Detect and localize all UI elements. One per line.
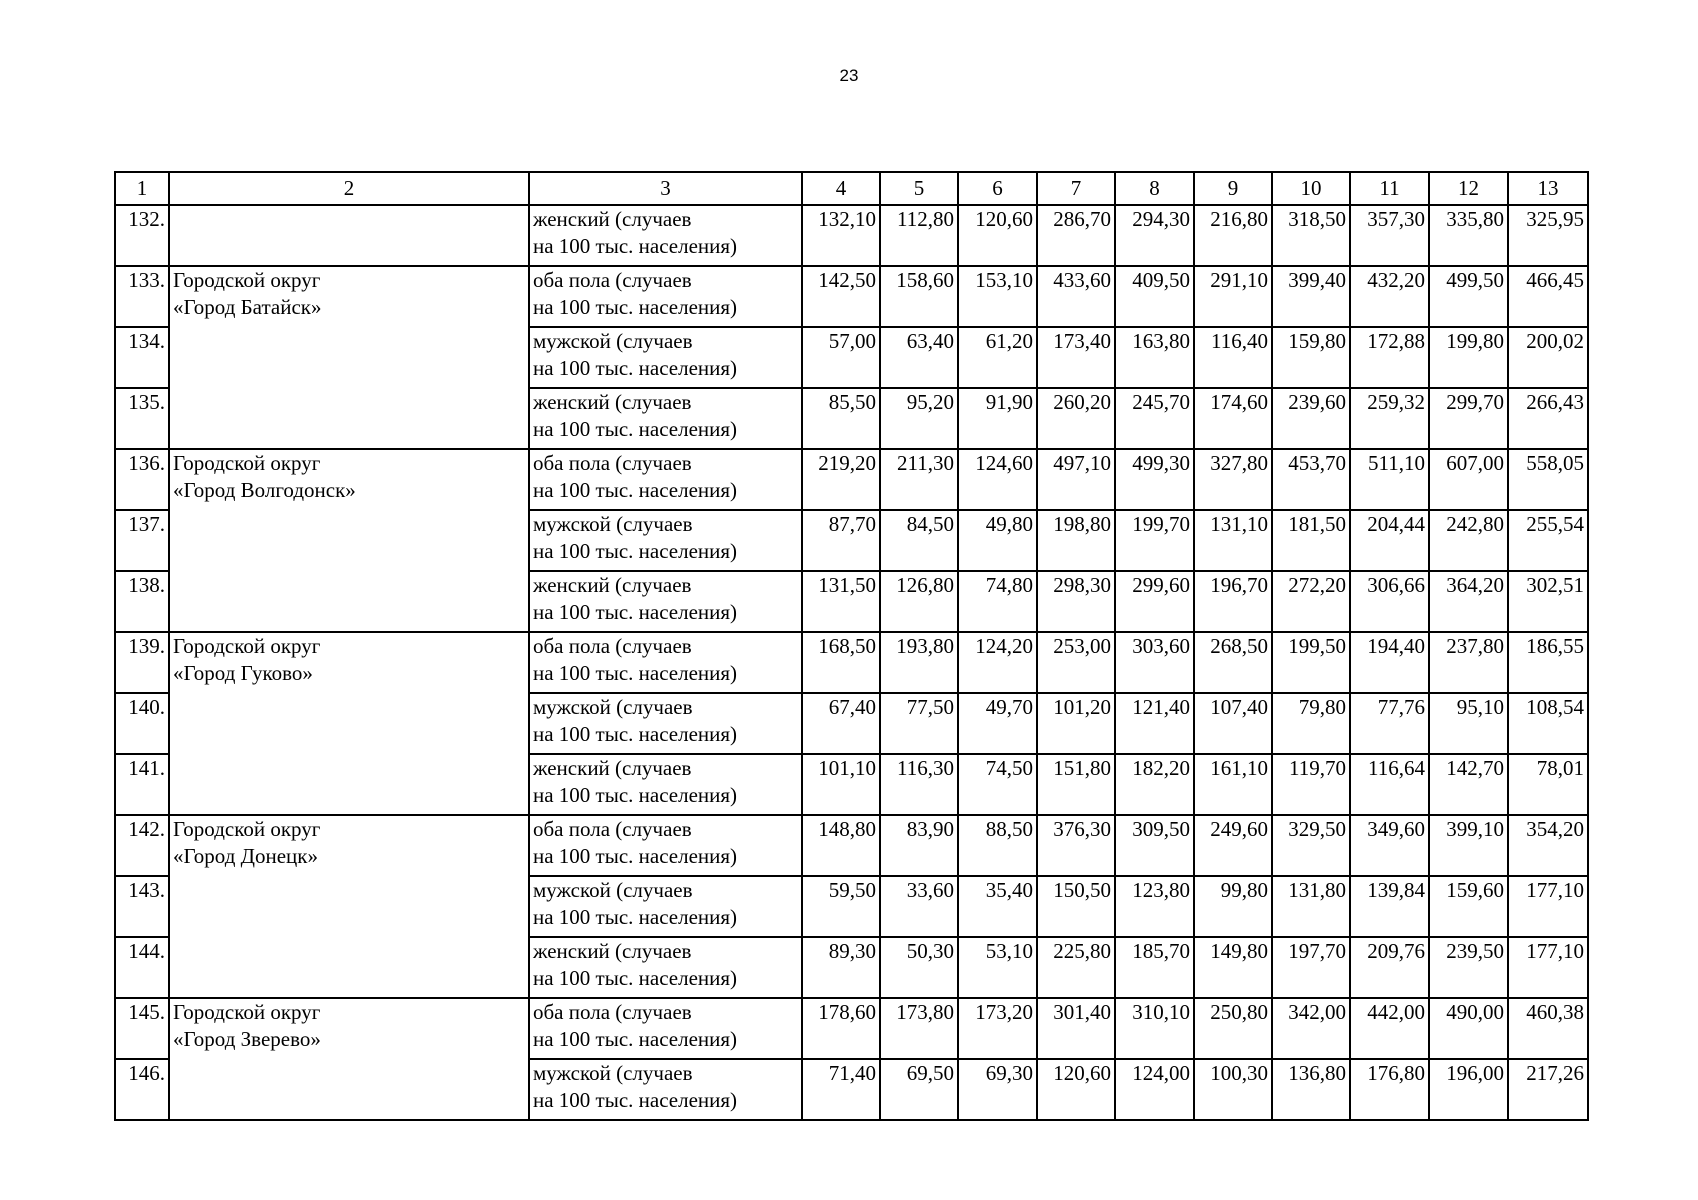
- value-cell: 286,70: [1037, 205, 1115, 266]
- value-cell: 159,80: [1272, 327, 1350, 388]
- district-cell: [169, 632, 529, 815]
- column-header: 5: [880, 172, 958, 205]
- value-cell: 298,30: [1037, 571, 1115, 632]
- table-row: [115, 205, 1588, 266]
- value-cell: 194,40: [1350, 632, 1429, 693]
- value-cell: 131,80: [1272, 876, 1350, 937]
- measure-label-line: мужской (случаев: [533, 512, 693, 536]
- value-cell: 607,00: [1429, 449, 1508, 510]
- measure-label-line: женский (случаев: [533, 939, 692, 963]
- value-cell: 83,90: [880, 815, 958, 876]
- measure-cell: [529, 937, 802, 998]
- value-cell: 182,20: [1115, 754, 1194, 815]
- row-number-cell: 146.: [115, 1059, 169, 1120]
- value-cell: 149,80: [1194, 937, 1272, 998]
- value-cell: 151,80: [1037, 754, 1115, 815]
- measure-cell: [529, 388, 802, 449]
- measure-label-line: на 100 тыс. населения): [533, 722, 738, 746]
- column-header: 8: [1115, 172, 1194, 205]
- measure-label-line: оба пола (случаев: [533, 1000, 692, 1024]
- value-cell: 53,10: [958, 937, 1037, 998]
- district-name-line: «Город Зверево»: [173, 1027, 321, 1051]
- value-cell: 63,40: [880, 327, 958, 388]
- value-cell: 69,50: [880, 1059, 958, 1120]
- value-cell: 310,10: [1115, 998, 1194, 1059]
- district-name-line: «Город Донецк»: [173, 844, 318, 868]
- value-cell: 237,80: [1429, 632, 1508, 693]
- row-number-cell: 140.: [115, 693, 169, 754]
- measure-cell: [529, 510, 802, 571]
- value-cell: 245,70: [1115, 388, 1194, 449]
- value-cell: 168,50: [802, 632, 880, 693]
- value-cell: 120,60: [958, 205, 1037, 266]
- value-cell: 217,26: [1508, 1059, 1588, 1120]
- value-cell: 173,20: [958, 998, 1037, 1059]
- value-cell: 242,80: [1429, 510, 1508, 571]
- row-number-cell: 135.: [115, 388, 169, 449]
- value-cell: 49,70: [958, 693, 1037, 754]
- column-header: 10: [1272, 172, 1350, 205]
- row-number-cell: 145.: [115, 998, 169, 1059]
- value-cell: 101,20: [1037, 693, 1115, 754]
- value-cell: 91,90: [958, 388, 1037, 449]
- value-cell: 272,20: [1272, 571, 1350, 632]
- value-cell: 116,40: [1194, 327, 1272, 388]
- value-cell: 107,40: [1194, 693, 1272, 754]
- value-cell: 249,60: [1194, 815, 1272, 876]
- column-header: 1: [115, 172, 169, 205]
- value-cell: 150,50: [1037, 876, 1115, 937]
- statistics-table: [114, 171, 1589, 1121]
- district-name-line: «Город Гуково»: [173, 661, 313, 685]
- value-cell: 142,70: [1429, 754, 1508, 815]
- value-cell: 77,50: [880, 693, 958, 754]
- value-cell: 119,70: [1272, 754, 1350, 815]
- value-cell: 59,50: [802, 876, 880, 937]
- measure-cell: [529, 449, 802, 510]
- value-cell: 132,10: [802, 205, 880, 266]
- value-cell: 123,80: [1115, 876, 1194, 937]
- value-cell: 460,38: [1508, 998, 1588, 1059]
- value-cell: 67,40: [802, 693, 880, 754]
- measure-label-line: на 100 тыс. населения): [533, 966, 738, 990]
- table-row: [115, 998, 1588, 1059]
- value-cell: 499,30: [1115, 449, 1194, 510]
- district-cell: [169, 205, 529, 266]
- measure-cell: [529, 266, 802, 327]
- row-number-cell: 143.: [115, 876, 169, 937]
- value-cell: 181,50: [1272, 510, 1350, 571]
- district-name-line: Городской округ: [173, 268, 321, 292]
- district-cell: [169, 266, 529, 449]
- measure-label-line: на 100 тыс. населения): [533, 295, 738, 319]
- row-number-cell: 132.: [115, 205, 169, 266]
- value-cell: 74,80: [958, 571, 1037, 632]
- value-cell: 497,10: [1037, 449, 1115, 510]
- measure-label-line: женский (случаев: [533, 573, 692, 597]
- value-cell: 329,50: [1272, 815, 1350, 876]
- value-cell: 71,40: [802, 1059, 880, 1120]
- value-cell: 199,70: [1115, 510, 1194, 571]
- value-cell: 299,60: [1115, 571, 1194, 632]
- value-cell: 376,30: [1037, 815, 1115, 876]
- measure-label-line: на 100 тыс. населения): [533, 783, 738, 807]
- measure-label-line: оба пола (случаев: [533, 451, 692, 475]
- value-cell: 357,30: [1350, 205, 1429, 266]
- value-cell: 78,01: [1508, 754, 1588, 815]
- measure-cell: [529, 571, 802, 632]
- row-number-cell: 139.: [115, 632, 169, 693]
- value-cell: 177,10: [1508, 876, 1588, 937]
- district-name-line: Городской округ: [173, 451, 321, 475]
- measure-label-line: на 100 тыс. населения): [533, 356, 738, 380]
- measure-label-line: женский (случаев: [533, 390, 692, 414]
- value-cell: 342,00: [1272, 998, 1350, 1059]
- value-cell: 74,50: [958, 754, 1037, 815]
- table-row: [115, 266, 1588, 327]
- measure-cell: [529, 998, 802, 1059]
- measure-cell: [529, 632, 802, 693]
- column-header: 12: [1429, 172, 1508, 205]
- measure-label-line: на 100 тыс. населения): [533, 478, 738, 502]
- measure-label-line: на 100 тыс. населения): [533, 905, 738, 929]
- district-cell: [169, 998, 529, 1120]
- value-cell: 88,50: [958, 815, 1037, 876]
- district-name-line: Городской округ: [173, 634, 321, 658]
- value-cell: 89,30: [802, 937, 880, 998]
- column-number-header-row: [115, 172, 1588, 205]
- value-cell: 173,80: [880, 998, 958, 1059]
- value-cell: 33,60: [880, 876, 958, 937]
- value-cell: 57,00: [802, 327, 880, 388]
- value-cell: 50,30: [880, 937, 958, 998]
- column-header: 13: [1508, 172, 1588, 205]
- row-number-cell: 144.: [115, 937, 169, 998]
- page-number: 23: [839, 66, 859, 85]
- value-cell: 490,00: [1429, 998, 1508, 1059]
- value-cell: 124,20: [958, 632, 1037, 693]
- value-cell: 259,32: [1350, 388, 1429, 449]
- measure-label-line: на 100 тыс. населения): [533, 234, 738, 258]
- district-name-line: Городской округ: [173, 1000, 321, 1024]
- measure-label-line: мужской (случаев: [533, 329, 693, 353]
- value-cell: 409,50: [1115, 266, 1194, 327]
- row-number-cell: 136.: [115, 449, 169, 510]
- value-cell: 199,80: [1429, 327, 1508, 388]
- measure-label-line: на 100 тыс. населения): [533, 600, 738, 624]
- measure-cell: [529, 693, 802, 754]
- district-name-line: «Город Волгодонск»: [173, 478, 356, 502]
- value-cell: 399,10: [1429, 815, 1508, 876]
- value-cell: 136,80: [1272, 1059, 1350, 1120]
- value-cell: 99,80: [1194, 876, 1272, 937]
- value-cell: 253,00: [1037, 632, 1115, 693]
- value-cell: 124,00: [1115, 1059, 1194, 1120]
- value-cell: 158,60: [880, 266, 958, 327]
- table-row: [115, 815, 1588, 876]
- value-cell: 69,30: [958, 1059, 1037, 1120]
- value-cell: 196,70: [1194, 571, 1272, 632]
- measure-label-line: на 100 тыс. населения): [533, 539, 738, 563]
- value-cell: 101,10: [802, 754, 880, 815]
- value-cell: 163,80: [1115, 327, 1194, 388]
- measure-label-line: женский (случаев: [533, 756, 692, 780]
- value-cell: 499,50: [1429, 266, 1508, 327]
- measure-cell: [529, 754, 802, 815]
- value-cell: 268,50: [1194, 632, 1272, 693]
- value-cell: 209,76: [1350, 937, 1429, 998]
- table-row: [115, 632, 1588, 693]
- value-cell: 95,20: [880, 388, 958, 449]
- measure-label-line: на 100 тыс. населения): [533, 1088, 738, 1112]
- column-header: 11: [1350, 172, 1429, 205]
- value-cell: 108,54: [1508, 693, 1588, 754]
- row-number-cell: 134.: [115, 327, 169, 388]
- value-cell: 120,60: [1037, 1059, 1115, 1120]
- value-cell: 299,70: [1429, 388, 1508, 449]
- value-cell: 301,40: [1037, 998, 1115, 1059]
- value-cell: 131,10: [1194, 510, 1272, 571]
- value-cell: 306,66: [1350, 571, 1429, 632]
- value-cell: 186,55: [1508, 632, 1588, 693]
- row-number-cell: 137.: [115, 510, 169, 571]
- row-number-cell: 138.: [115, 571, 169, 632]
- value-cell: 255,54: [1508, 510, 1588, 571]
- value-cell: 211,30: [880, 449, 958, 510]
- value-cell: 364,20: [1429, 571, 1508, 632]
- value-cell: 177,10: [1508, 937, 1588, 998]
- table-body: [115, 172, 1588, 1120]
- measure-label-line: на 100 тыс. населения): [533, 844, 738, 868]
- measure-cell: [529, 205, 802, 266]
- value-cell: 126,80: [880, 571, 958, 632]
- value-cell: 153,10: [958, 266, 1037, 327]
- measure-label-line: на 100 тыс. населения): [533, 661, 738, 685]
- value-cell: 327,80: [1194, 449, 1272, 510]
- value-cell: 197,70: [1272, 937, 1350, 998]
- value-cell: 558,05: [1508, 449, 1588, 510]
- column-header: 7: [1037, 172, 1115, 205]
- value-cell: 196,00: [1429, 1059, 1508, 1120]
- value-cell: 239,60: [1272, 388, 1350, 449]
- value-cell: 250,80: [1194, 998, 1272, 1059]
- value-cell: 185,70: [1115, 937, 1194, 998]
- value-cell: 112,80: [880, 205, 958, 266]
- value-cell: 216,80: [1194, 205, 1272, 266]
- value-cell: 260,20: [1037, 388, 1115, 449]
- value-cell: 302,51: [1508, 571, 1588, 632]
- value-cell: 116,30: [880, 754, 958, 815]
- value-cell: 77,76: [1350, 693, 1429, 754]
- value-cell: 466,45: [1508, 266, 1588, 327]
- column-header: 4: [802, 172, 880, 205]
- district-cell: [169, 815, 529, 998]
- value-cell: 139,84: [1350, 876, 1429, 937]
- column-header: 9: [1194, 172, 1272, 205]
- column-header: 6: [958, 172, 1037, 205]
- value-cell: 161,10: [1194, 754, 1272, 815]
- value-cell: 178,60: [802, 998, 880, 1059]
- value-cell: 49,80: [958, 510, 1037, 571]
- district-name-line: Городской округ: [173, 817, 321, 841]
- measure-label-line: мужской (случаев: [533, 1061, 693, 1085]
- value-cell: 79,80: [1272, 693, 1350, 754]
- measure-label-line: оба пола (случаев: [533, 268, 692, 292]
- value-cell: 309,50: [1115, 815, 1194, 876]
- value-cell: 291,10: [1194, 266, 1272, 327]
- column-header: 2: [169, 172, 529, 205]
- measure-label-line: женский (случаев: [533, 207, 692, 231]
- measure-cell: [529, 876, 802, 937]
- measure-label-line: оба пола (случаев: [533, 817, 692, 841]
- value-cell: 124,60: [958, 449, 1037, 510]
- value-cell: 433,60: [1037, 266, 1115, 327]
- column-header: 3: [529, 172, 802, 205]
- value-cell: 116,64: [1350, 754, 1429, 815]
- value-cell: 176,80: [1350, 1059, 1429, 1120]
- value-cell: 349,60: [1350, 815, 1429, 876]
- measure-label-line: мужской (случаев: [533, 695, 693, 719]
- value-cell: 294,30: [1115, 205, 1194, 266]
- value-cell: 84,50: [880, 510, 958, 571]
- value-cell: 511,10: [1350, 449, 1429, 510]
- value-cell: 61,20: [958, 327, 1037, 388]
- value-cell: 100,30: [1194, 1059, 1272, 1120]
- value-cell: 432,20: [1350, 266, 1429, 327]
- table-row: [115, 449, 1588, 510]
- value-cell: 200,02: [1508, 327, 1588, 388]
- value-cell: 193,80: [880, 632, 958, 693]
- value-cell: 87,70: [802, 510, 880, 571]
- district-name-line: «Город Батайск»: [173, 295, 322, 319]
- value-cell: 303,60: [1115, 632, 1194, 693]
- value-cell: 131,50: [802, 571, 880, 632]
- value-cell: 239,50: [1429, 937, 1508, 998]
- value-cell: 318,50: [1272, 205, 1350, 266]
- value-cell: 199,50: [1272, 632, 1350, 693]
- measure-label-line: мужской (случаев: [533, 878, 693, 902]
- value-cell: 142,50: [802, 266, 880, 327]
- value-cell: 399,40: [1272, 266, 1350, 327]
- value-cell: 354,20: [1508, 815, 1588, 876]
- measure-label-line: оба пола (случаев: [533, 634, 692, 658]
- district-cell: [169, 449, 529, 632]
- measure-label-line: на 100 тыс. населения): [533, 417, 738, 441]
- value-cell: 159,60: [1429, 876, 1508, 937]
- value-cell: 35,40: [958, 876, 1037, 937]
- value-cell: 174,60: [1194, 388, 1272, 449]
- value-cell: 325,95: [1508, 205, 1588, 266]
- value-cell: 442,00: [1350, 998, 1429, 1059]
- value-cell: 198,80: [1037, 510, 1115, 571]
- value-cell: 85,50: [802, 388, 880, 449]
- value-cell: 172,88: [1350, 327, 1429, 388]
- value-cell: 266,43: [1508, 388, 1588, 449]
- value-cell: 204,44: [1350, 510, 1429, 571]
- value-cell: 173,40: [1037, 327, 1115, 388]
- value-cell: 219,20: [802, 449, 880, 510]
- row-number-cell: 142.: [115, 815, 169, 876]
- value-cell: 453,70: [1272, 449, 1350, 510]
- measure-label-line: на 100 тыс. населения): [533, 1027, 738, 1051]
- value-cell: 148,80: [802, 815, 880, 876]
- measure-cell: [529, 1059, 802, 1120]
- measure-cell: [529, 815, 802, 876]
- value-cell: 335,80: [1429, 205, 1508, 266]
- value-cell: 225,80: [1037, 937, 1115, 998]
- value-cell: 121,40: [1115, 693, 1194, 754]
- row-number-cell: 133.: [115, 266, 169, 327]
- measure-cell: [529, 327, 802, 388]
- value-cell: 95,10: [1429, 693, 1508, 754]
- row-number-cell: 141.: [115, 754, 169, 815]
